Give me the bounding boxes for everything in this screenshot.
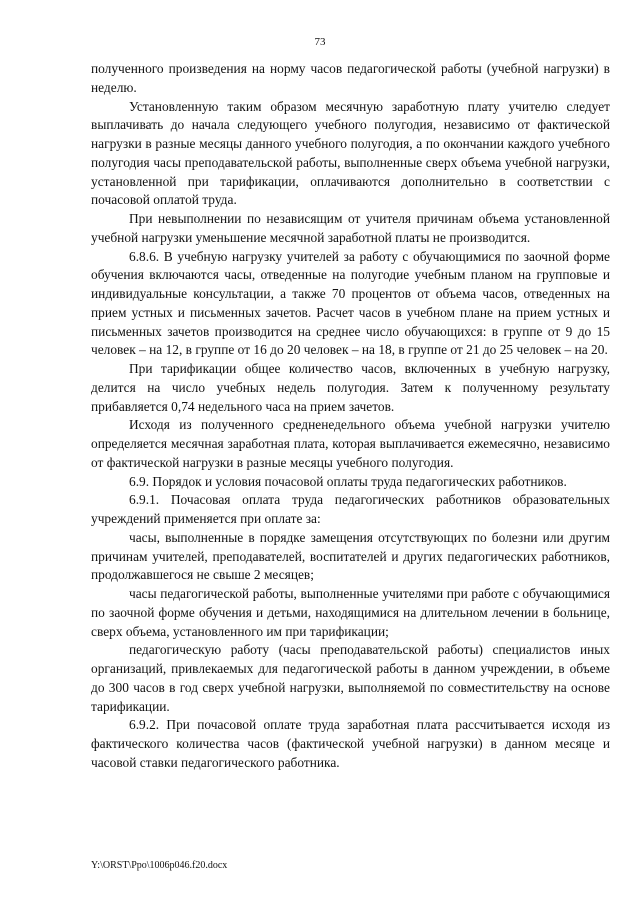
paragraph: При невыполнении по независящим от учителя причинам объема установленной учебной нагрузки уменьшение месячной заработной платы не производится.: [91, 211, 610, 245]
paragraph: 6.9.1. Почасовая оплата труда педагогических работников образовательных учреждений применяется при оплате за:: [91, 492, 610, 526]
footer-file-path: Y:\ORST\Ppo\1006p046.f20.docx: [91, 860, 228, 871]
paragraph: Исходя из полученного средненедельного объема учебной нагрузки учителю определяется месячная заработная плата, которая выплачивается ежемесячно, независимо от фактической нагрузки в разные месяцы учебного полугодия.: [91, 417, 610, 470]
paragraph: Установленную таким образом месячную заработную плату учителю следует выплачивать до начала следующего учебного полугодия, независимо от фактической нагрузки в разные месяцы данного учебного полугодия, а по окончании каждого учебного полугодия часы преподавательской работы, выполненные сверх объема учебной нагрузки, установленной при тарификации, оплачиваются дополнительно в соответствии с почасовой оплатой труда.: [91, 98, 610, 208]
paragraph: часы педагогической работы, выполненные учителями при работе с обучающимися по заочной форме обучения и детьми, находящимися на длительном лечении в больнице, сверх объема, установленного им при тарификации;: [91, 586, 610, 639]
paragraph: 6.9.2. При почасовой оплате труда заработная плата рассчитывается исходя из фактического количества часов (фактической учебной нагрузки) в данном месяце и часовой ставки педагогического работника.: [91, 717, 610, 770]
paragraph: полученного произведения на норму часов педагогической работы (учебной нагрузки) в неделю.: [91, 61, 610, 95]
paragraph: педагогическую работу (часы преподавательской работы) специалистов иных организаций, привлекаемых для педагогической работы в данном учреждении, в объеме до 300 часов в год сверх учебной нагрузки, выполняемой по совместительству на основе тарификации.: [91, 642, 610, 714]
paragraph: 6.9. Порядок и условия почасовой оплаты труда педагогических работников.: [129, 473, 567, 489]
paragraph: 6.8.6. В учебную нагрузку учителей за работу с обучающимися по заочной форме обучения включаются часы, отведенные на полугодие учебным планом на групповые и индивидуальные консультации, а также 70 процентов от объема часов, отведенных на прием устных и письменных зачетов. Расчет часов в учебном плане на прием устных и письменных зачетов производится на среднее число обучающихся: в группе от 9 до 15 человек – на 12, в группе от 16 до 20 человек – на 18, в группе от 21 до 25 человек – на 20.: [91, 248, 610, 358]
paragraph: При тарификации общее количество часов, включенных в учебную нагрузку, делится на число учебных недель полугодия. Затем к полученному результату прибавляется 0,74 недельного часа на прием зачетов.: [91, 361, 610, 414]
document-body: [91, 60, 610, 773]
paragraph: часы, выполненные в порядке замещения отсутствующих по болезни или другим причинам учителей, преподавателей, воспитателей и других педагогических работников, продолжавшегося не свыше 2 месяцев;: [91, 529, 610, 583]
page-number: 73: [314, 36, 326, 48]
